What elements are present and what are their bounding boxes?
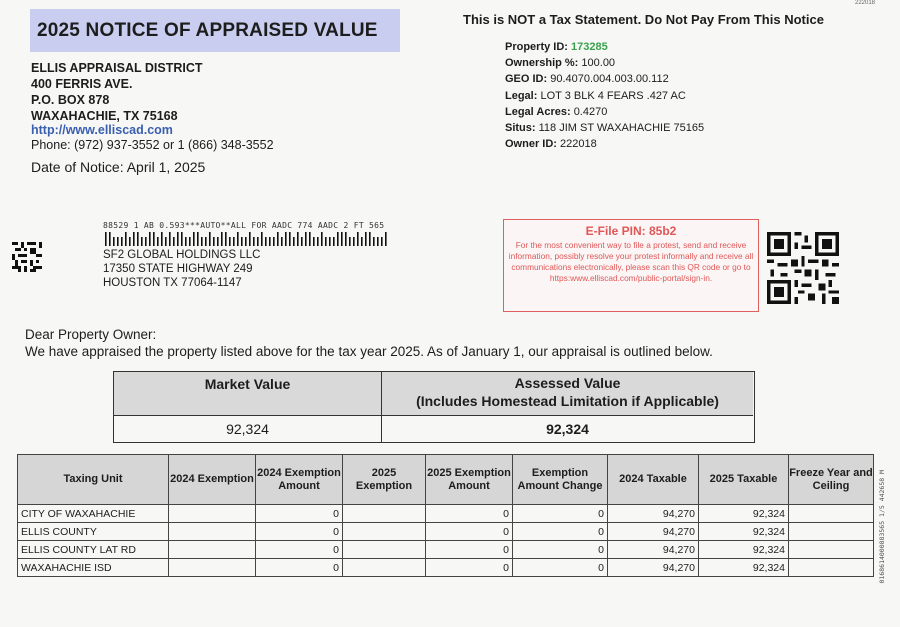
geo-id-row: GEO ID: 90.4070.004.003.00.112: [505, 73, 669, 86]
assessed-value-header: Assessed Value (Includes Homestead Limitation if Applicable): [382, 372, 753, 416]
district-url-link[interactable]: http://www.elliscad.com: [31, 123, 173, 137]
small-qr-code-icon: [12, 242, 42, 272]
district-phone: Phone: (972) 937-3552 or 1 (866) 348-3552: [31, 138, 274, 152]
table-row: ELLIS COUNTY 0 0 0 94,270 92,324: [18, 523, 874, 541]
col-exemption-amount-change: Exemption Amount Change: [513, 455, 608, 505]
table-header-row: [18, 455, 874, 505]
property-id: 173285: [571, 41, 608, 53]
not-tax-statement: This is NOT a Tax Statement. Do Not Pay From This Notice: [463, 12, 824, 27]
market-value: 92,324: [114, 416, 382, 442]
situs-row: Situs: 118 JIM ST WAXAHACHIE 75165: [505, 122, 705, 135]
greeting: Dear Property Owner:: [25, 327, 157, 342]
table-row: WAXAHACHIE ISD 0 0 0 94,270 92,324: [18, 559, 874, 577]
district-city: WAXAHACHIE, TX 75168: [31, 109, 178, 123]
property-id-row: Property ID: 173285: [505, 41, 608, 53]
col-taxing-unit: Taxing Unit: [18, 455, 169, 505]
postal-barcode: [103, 232, 388, 246]
col-2024-exemption: 2024 Exemption: [169, 455, 256, 505]
letter-text: [25, 326, 713, 360]
efile-pin: E-File PIN: 85b2: [585, 224, 677, 238]
taxing-unit-table: [17, 454, 874, 577]
legal-row: Legal: LOT 3 BLK 4 FEARS .427 AC: [505, 89, 686, 102]
corner-code: 222018: [855, 0, 876, 6]
recipient-city: HOUSTON TX 77064-1147: [103, 277, 242, 289]
col-2025-taxable: 2025 Taxable: [699, 455, 789, 505]
efile-qr-code-icon[interactable]: [767, 232, 839, 304]
mailing-address: [103, 248, 260, 290]
district-address: [31, 60, 203, 124]
date-of-notice: Date of Notice: April 1, 2025: [31, 159, 206, 175]
recipient-name: SF2 GLOBAL HOLDINGS LLC: [103, 249, 261, 261]
ownership-row: Ownership %: 100.00: [505, 57, 616, 70]
legal-acres-row: Legal Acres: 0.4270: [505, 105, 608, 118]
district-street: 400 FERRIS AVE.: [31, 77, 133, 91]
property-info: [505, 39, 704, 152]
col-freeze-year: Freeze Year and Ceiling: [789, 455, 874, 505]
side-code: 0168614000883565 1/5 442658 M: [878, 470, 886, 584]
col-2025-exemption-amount: 2025 Exemption Amount: [426, 455, 513, 505]
table-row: ELLIS COUNTY LAT RD 0 0 0 94,270 92,324: [18, 541, 874, 559]
district-po-box: P.O. BOX 878: [31, 93, 110, 107]
col-2025-exemption: 2025 Exemption: [343, 455, 426, 505]
market-value-header: Market Value: [114, 372, 382, 416]
table-row: CITY OF WAXAHACHIE 0 0 0 94,270 92,324: [18, 505, 874, 523]
assessed-value: 92,324: [546, 421, 589, 437]
efile-message: For the most convenient way to file a protest, send and receive information, possibly resolve your protest informally and receive all communications electronically, please scan this QR code or go to https:www.elliscad.com/public-portal/sign-in.: [508, 240, 754, 283]
col-2024-exemption-amount: 2024 Exemption Amount: [256, 455, 343, 505]
efile-box: [503, 219, 759, 312]
owner-id-row: Owner ID: 222018: [505, 138, 597, 151]
district-name: ELLIS APPRAISAL DISTRICT: [31, 61, 203, 75]
value-summary-table: [113, 371, 755, 443]
col-2024-taxable: 2024 Taxable: [608, 455, 699, 505]
mail-barcode-line: 88529 1 AB 0.593***AUTO**ALL FOR AADC 774 AADC 2 FT 565: [103, 221, 385, 230]
notice-title: 2025 NOTICE OF APPRAISED VALUE: [30, 9, 400, 52]
recipient-street: 17350 STATE HIGHWAY 249: [103, 263, 253, 275]
intro: We have appraised the property listed above for the tax year 2025. As of January 1, our appraisal is outlined below.: [25, 344, 713, 359]
